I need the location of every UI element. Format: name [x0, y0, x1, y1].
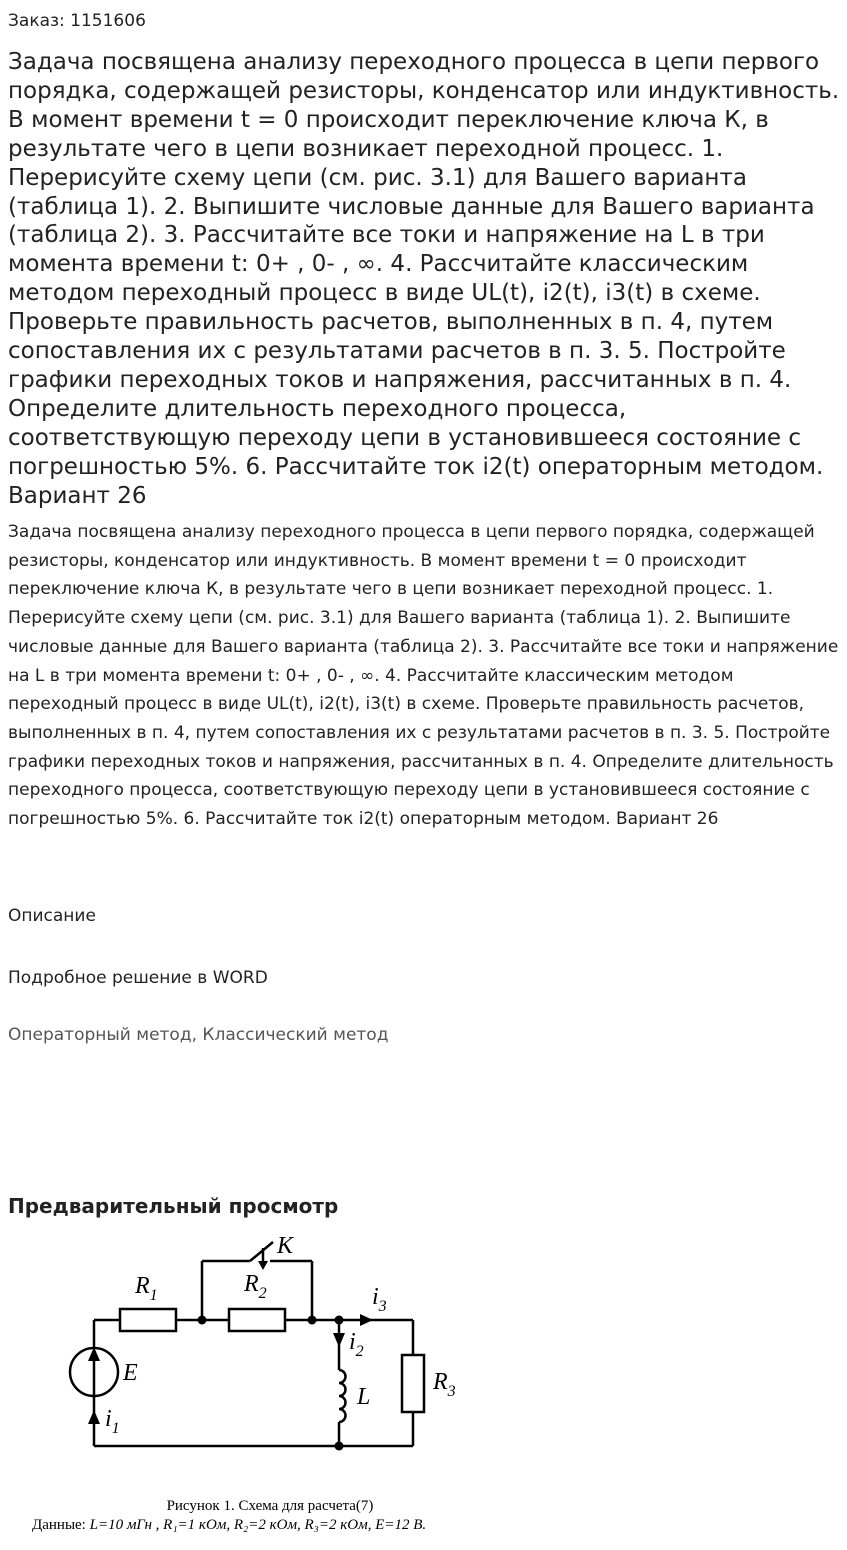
label-r2-letter: R: [244, 1271, 259, 1297]
label-r3: [432, 1369, 456, 1400]
label-source-e: E: [123, 1360, 138, 1386]
label-r2-subscript: 2: [258, 1285, 267, 1302]
label-inductor-l: L: [357, 1384, 371, 1410]
tag-link-operator-method[interactable]: Операторный метод: [8, 1025, 192, 1045]
circuit-diagram: [0, 1225, 540, 1495]
junction-dot: [308, 1316, 317, 1325]
label-r3-subscript: 3: [447, 1383, 456, 1400]
resistor-r1: [120, 1309, 176, 1331]
current-arrow-i1: [88, 1410, 100, 1424]
switch-arrow-head: [258, 1261, 268, 1270]
junction-dot: [335, 1442, 344, 1451]
current-arrow-i3: [360, 1314, 373, 1326]
description-section-label: Описание: [8, 906, 96, 926]
label-switch-k: K: [277, 1233, 294, 1259]
circuit-data-line: [32, 1516, 426, 1534]
label-i2-subscript: 2: [355, 1343, 364, 1360]
inductor-l: [339, 1370, 346, 1422]
figure-caption: Рисунок 1. Схема для расчета(7): [166, 1498, 374, 1514]
junction-dot: [335, 1316, 344, 1325]
data-prefix: Данные:: [32, 1517, 90, 1533]
resistor-r3: [402, 1355, 424, 1412]
label-r2: [243, 1271, 267, 1302]
label-r1-subscript: 1: [149, 1287, 158, 1304]
label-i3: [372, 1284, 387, 1315]
preview-heading: Предварительный просмотр: [8, 1194, 339, 1218]
label-i1: [105, 1406, 120, 1437]
junction-dot: [198, 1316, 207, 1325]
task-description: Задача посвящена анализу переходного процесса в цепи первого порядка, содержащей резисторы, конденсатор или индуктивность. В момент времени t = 0 происходит переключение ключа К, в результате чего в цепи возникает переходной процесс. 1. Перерисуйте схему цепи (см. рис. 3.1) для Вашего варианта (таблица 1). 2. Выпишите числовые данные для Вашего варианта (таблица 2). 3. Рассчитайте все токи и напряжение на L в три момента времени t: 0+ , 0- , ∞. 4. Рассчитайте классическим методом переходный процесс в виде UL(t), i2(t), i3(t) в схеме. Проверьте правильность расчетов, выполненных в п. 4, путем сопоставления их с результатами расчетов в п. 3. 5. Постройте графики переходных токов и напряжения, рассчитанных в п. 4. Определите длительность переходного процесса, соответствующую переходу цепи в установившееся состояние с погрешностью 5%. 6. Рассчитайте ток i2(t) операторным методом. Вариант 26: [8, 522, 839, 830]
order-number: Заказ: 1151606: [8, 11, 146, 31]
data-values: L=10 мГн , R₁=1 кОм, R₂=2 кОм, R₃=2 кОм, E=12 В.: [89, 1517, 427, 1533]
tag-link-classical-method[interactable]: Классический метод: [202, 1025, 389, 1045]
label-i2: [349, 1329, 364, 1360]
resistor-r2: [229, 1309, 285, 1331]
task-title: Задача посвящена анализу переходного процесса в цепи первого порядка, содержащей резисторы, конденсатор или индуктивность. В момент времени t = 0 происходит переключение ключа К, в результате чего в цепи возникает переходной процесс. 1. Перерисуйте схему цепи (см. рис. 3.1) для Вашего варианта (таблица 1). 2. Выпишите числовые данные для Вашего варианта (таблица 2). 3. Рассчитайте все токи и напряжение на L в три момента времени t: 0+ , 0- , ∞. 4. Рассчитайте классическим методом переходный процесс в виде UL(t), i2(t), i3(t) в схеме. Проверьте правильность расчетов, выполненных в п. 4, путем сопоставления их с результатами расчетов в п. 3. 5. Постройте графики переходных токов и напряжения, рассчитанных в п. 4. Определите длительность переходного процесса, соответствующую переходу цепи в установившееся состояние с погрешностью 5%. 6. Рассчитайте ток i2(t) операторным методом. Вариант 26: [8, 49, 840, 509]
label-r1: [134, 1273, 158, 1304]
label-i2-letter: i: [349, 1329, 356, 1355]
current-arrow-i2: [333, 1333, 345, 1347]
solution-format-note: Подробное решение в WORD: [8, 968, 268, 988]
label-r1-letter: R: [135, 1273, 150, 1299]
label-i3-letter: i: [372, 1284, 379, 1310]
label-r3-letter: R: [433, 1369, 448, 1395]
label-i3-subscript: 3: [378, 1298, 387, 1315]
tag-list: [8, 1024, 388, 1046]
label-i1-letter: i: [105, 1406, 112, 1432]
label-i1-subscript: 1: [111, 1420, 120, 1437]
tag-separator: ,: [191, 1025, 203, 1045]
